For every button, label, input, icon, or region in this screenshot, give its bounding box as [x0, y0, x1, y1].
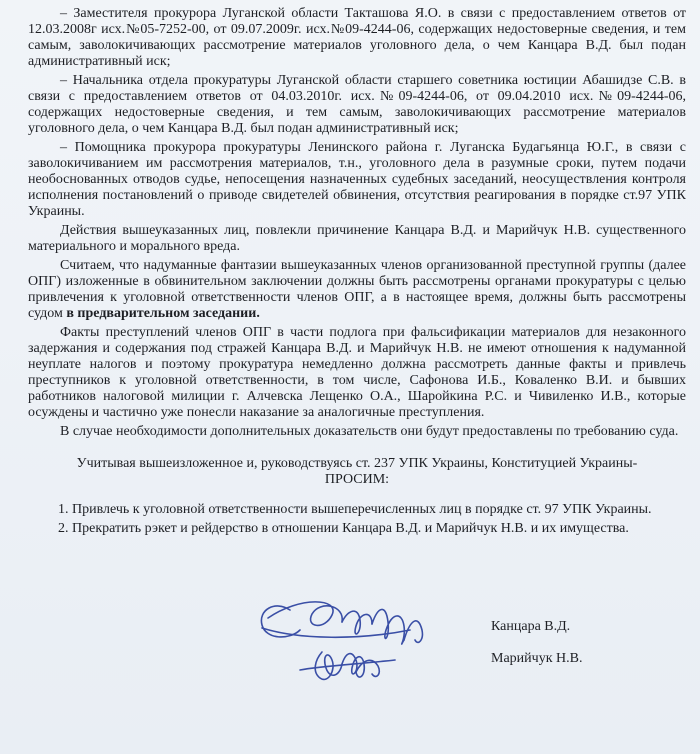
paragraph-abashidze: – Начальника отдела прокуратуры Луганской области старшего советника юстиции Абашидзе С.В. в связи с предоставлением ответов от 04.03.2010г. исх.№09-4244-06, от 09.04.2010 исх.№09-4244-06, содержащих недостоверные сведения, и тем самым, заволокичивающих рассмотрение материалов уголовного дела, о чем Канцара В.Д. был подан административный иск;	[28, 73, 686, 136]
opg-bold: в предварительном заседании.	[66, 306, 260, 321]
request-heading: ПРОСИМ:	[324, 472, 390, 487]
paragraph-taktashov: – Заместителя прокурора Луганской области Такташова Я.О. в связи с предоставлением ответов от 12.03.2008г исх.№05-7252-00, от 09.07.2009г. исх.№09-4244-06, содержащих недостоверные сведения, и тем самым, заволокичивающих рассмотрение материалов уголовного дела, о чем Канцара В.Д. был подан административный иск;	[28, 6, 686, 69]
signatory-kantsara: Канцара В.Д.	[491, 619, 571, 634]
request-item-2: 2. Прекратить рэкет и рейдерство в отношении Канцара В.Д. и Марийчук Н.В. и их имущества.	[58, 520, 629, 536]
paragraph-facts: Факты преступлений членов ОПГ в части подлога при фальсификации материалов для незаконного задержания и содержания под стражей Канцара В.Д. и Марийчук Н.В. не имеют отношения к надуманной неуплате налогов и поэтому прокуратура немедленно должна рассмотреть данные факты и привлечь преступников к уголовной ответственности, в том числе, Сафонова И.Б., Коваленко В.И. и бывших работников налоговой милиции г. Алчевска Лещенко О.А., Шаройкина Р.С. и Чивиленко И.В., которые осуждены и частично уже понесли наказание за аналогичные преступления.	[28, 325, 686, 420]
paragraph-evidence: В случае необходимости дополнительных доказательств они будут предоставлены по требованию суда.	[60, 424, 679, 439]
signatory-mariychuk: Марийчук Н.В.	[491, 651, 583, 666]
opg-text: Считаем, что надуманные фантазии вышеуказанных членов организованной преступной группы (далее ОПГ) изложенные в обвинительном заключении должны быть рассмотрены органами прокуратуры с целью привлечения к уголовной ответственности членов ОПГ, а в настоящее время, должны быть рассмотрены судом	[28, 258, 686, 321]
paragraph-opg	[28, 258, 686, 322]
paragraph-budagyants: – Помощника прокурора прокуратуры Ленинского района г. Луганска Будагьянца Ю.Г., в связи с заволокичиванием им рассмотрения материалов, т.н., уголовного дела в разумные сроки, путем подачи необоснованных отводов судье, непосещения назначенных судебных заседаний, неосуществления контроля исполнения постановлений о приводе свидетелей обвинения, отсутствия реагирования в порядке ст.97 УПК Украины.	[28, 140, 686, 219]
request-item-1: 1. Привлечь к уголовной ответственности вышеперечисленных лиц в порядке ст. 97 УПК Украины.	[58, 502, 652, 517]
closing-line: Учитывая вышеизложенное и, руководствуясь ст. 237 УПК Украины, Конституцией Украины-	[76, 456, 638, 471]
paragraph-damages: Действия вышеуказанных лиц, повлекли причинение Канцара В.Д. и Марийчук Н.В. существенного материального и морального вреда.	[28, 223, 686, 254]
